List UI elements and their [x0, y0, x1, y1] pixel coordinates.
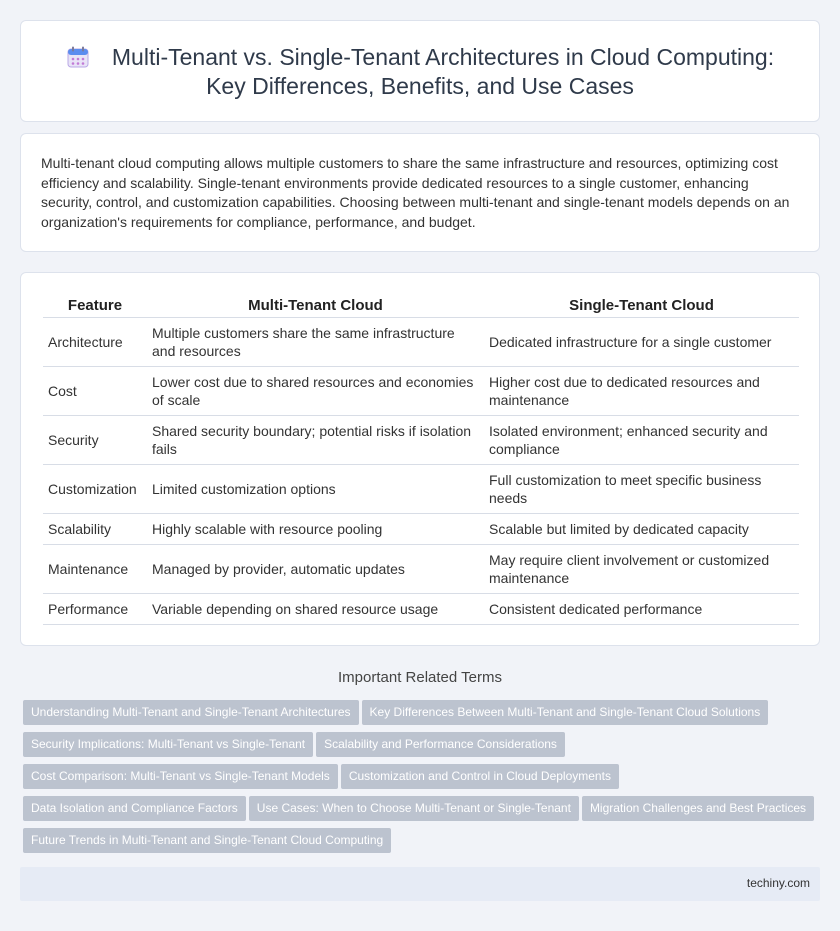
cell-single: Consistent dedicated performance — [484, 593, 799, 624]
related-terms-list — [23, 700, 823, 860]
title-line-2: Key Differences, Benefits, and Use Cases — [206, 73, 634, 99]
comparison-table — [43, 295, 799, 625]
table-row — [43, 317, 799, 366]
footer-brand-link[interactable]: techiny.com — [746, 876, 810, 890]
related-term-tag[interactable]: Understanding Multi-Tenant and Single-Tenant Architectures — [23, 700, 359, 725]
table-row — [43, 593, 799, 624]
table-row — [43, 415, 799, 464]
cell-feature: Maintenance — [43, 544, 147, 593]
table-row — [43, 544, 799, 593]
cell-single: Isolated environment; enhanced security and compliance — [484, 415, 799, 464]
cell-multi: Variable depending on shared resource usage — [147, 593, 484, 624]
cell-multi: Managed by provider, automatic updates — [147, 544, 484, 593]
summary-card — [20, 133, 820, 252]
cell-feature: Performance — [43, 593, 147, 624]
comparison-card — [20, 272, 820, 646]
cell-single: May require client involvement or customized maintenance — [484, 544, 799, 593]
related-term-tag[interactable]: Customization and Control in Cloud Deployments — [341, 764, 619, 789]
table-row — [43, 513, 799, 544]
related-term-tag[interactable]: Data Isolation and Compliance Factors — [23, 796, 246, 821]
table-row — [43, 366, 799, 415]
cell-multi: Limited customization options — [147, 464, 484, 513]
header-card — [20, 20, 820, 122]
cell-feature: Customization — [43, 464, 147, 513]
footer — [20, 867, 820, 901]
related-term-tag[interactable]: Use Cases: When to Choose Multi-Tenant or Single-Tenant — [249, 796, 579, 821]
cell-multi: Multiple customers share the same infrastructure and resources — [147, 317, 484, 366]
page-title — [21, 43, 819, 101]
cell-single: Higher cost due to dedicated resources and maintenance — [484, 366, 799, 415]
header-multi-tenant: Multi-Tenant Cloud — [147, 295, 484, 317]
cell-single: Full customization to meet specific business needs — [484, 464, 799, 513]
table-row — [43, 464, 799, 513]
header-feature: Feature — [43, 295, 147, 317]
cell-feature: Security — [43, 415, 147, 464]
related-term-tag[interactable]: Migration Challenges and Best Practices — [582, 796, 814, 821]
summary-text: Multi-tenant cloud computing allows multiple customers to share the same infrastructure and resources, optimizing cost efficiency and scalability. Single-tenant environments provide dedicated resources to a single customer, enhancing security, control, and customization capabilities. Choosing between multi-tenant and single-tenant models depends on an organization's requirements for compliance, performance, and budget. — [41, 155, 790, 230]
related-term-tag[interactable]: Scalability and Performance Considerations — [316, 732, 565, 757]
cell-multi: Highly scalable with resource pooling — [147, 513, 484, 544]
related-term-tag[interactable]: Security Implications: Multi-Tenant vs Single-Tenant — [23, 732, 313, 757]
related-term-tag[interactable]: Key Differences Between Multi-Tenant and Single-Tenant Cloud Solutions — [362, 700, 769, 725]
related-term-tag[interactable]: Future Trends in Multi-Tenant and Single-Tenant Cloud Computing — [23, 828, 391, 853]
related-terms-title: Important Related Terms — [338, 669, 502, 686]
table-header-row — [43, 295, 799, 317]
title-line-1: Multi-Tenant vs. Single-Tenant Architectures in Cloud Computing: — [111, 44, 775, 70]
related-term-tag[interactable]: Cost Comparison: Multi-Tenant vs Single-Tenant Models — [23, 764, 338, 789]
cell-single: Dedicated infrastructure for a single customer — [484, 317, 799, 366]
cell-feature: Architecture — [43, 317, 147, 366]
cell-multi: Lower cost due to shared resources and economies of scale — [147, 366, 484, 415]
header-single-tenant: Single-Tenant Cloud — [484, 295, 799, 317]
cell-feature: Cost — [43, 366, 147, 415]
cell-multi: Shared security boundary; potential risks if isolation fails — [147, 415, 484, 464]
cell-single: Scalable but limited by dedicated capacity — [484, 513, 799, 544]
calendar-icon — [66, 45, 90, 69]
cell-feature: Scalability — [43, 513, 147, 544]
